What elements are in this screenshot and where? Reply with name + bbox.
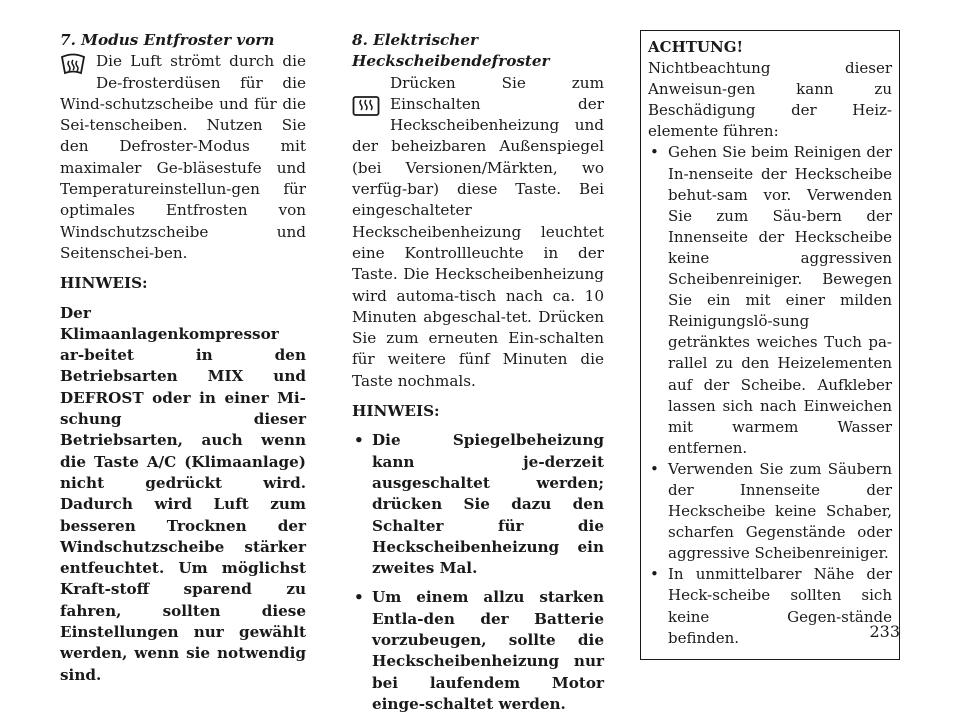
rear-defrost-icon bbox=[352, 95, 380, 117]
front-defrost-description bbox=[60, 51, 306, 264]
list-item: • Verwenden Sie zum Säubern der Innenseite der Heckscheibe keine Schaber, scharfen Gegenstände oder aggressive Scheibenreiniger. bbox=[648, 459, 892, 564]
column-defrost-front bbox=[60, 30, 306, 686]
list-item: • Gehen Sie beim Reinigen der In-nenseite der Heckscheibe behut-sam vor. Verwenden Sie zum Säu-bern der Innenseite der Heckscheibe keine aggressiven Scheibenreiniger. Bewegen Sie ein mit einer milden Reinigungslö-sung getränktes weiches Tuch pa-rallel zu den Heizelementen auf der Scheibe. Aufkleber lassen sich nach Einweichen mit warmem Wasser entfernen. bbox=[648, 142, 892, 458]
list-item: • Um einem allzu starken Entla-den der Batterie vorzubeugen, sollte die Heckscheibenheizung nur bei laufendem Motor einge-schaltet werden. bbox=[352, 587, 604, 715]
warning-box bbox=[640, 30, 900, 660]
warning-intro: Nichtbeachtung dieser Anweisun-gen kann zu Beschädigung der Heiz-elemente führen: bbox=[648, 59, 892, 141]
warning-list bbox=[648, 142, 892, 648]
note-text: Der Klimaanlagenkompressor ar-beitet in den Betriebsarten MIX und DEFROST oder in einer Mi-schung dieser Betriebsarten, auch wenn die Taste A/C (Klimaanlage) nicht gedrückt wird. Dadurch wird Luft zum besseren Trocknen der Windschutzscheibe stärker entfeuchtet. Um möglichst Kraft-stoff sparend zu fahren, sollten diese Einstellungen nur gewählt werden, wenn sie notwendig sind. bbox=[60, 303, 306, 684]
rear-defrost-text: Drücken Sie zum Einschalten der Heckscheibenheizung und der beheizbaren Außenspiegel (bei Versionen/Märkten, wo verfüg-bar) diese Taste. Bei eingeschalteter Heckscheibenheizung leuchtet eine Kontrollleuchte in der Taste. Die Heckscheibenheizung wird automa-tisch nach ca. 10 Minuten abgeschal-tet. Drücken Sie zum erneuten Ein-schalten für weitere fünf Minuten die Taste nochmals. bbox=[352, 73, 604, 390]
note-label: HINWEIS: bbox=[352, 402, 440, 421]
note-list bbox=[352, 430, 604, 715]
warning-title: ACHTUNG! bbox=[648, 38, 744, 56]
front-defrost-text: Die Luft strömt durch die De-frosterdüsen für die Wind-schutzscheibe und für die Sei-tenscheiben. Nutzen Sie den Defroster-Modus mit maximaler Ge-bläsestufe und Temperatureinstellun-gen für optimales Entfrosten von Windschutzscheibe und Seitenschei-ben. bbox=[60, 52, 306, 262]
windshield-defrost-icon bbox=[60, 53, 86, 75]
section-heading-rear-defrost-line1: 8. Elektrischer bbox=[352, 31, 478, 49]
list-item: • Die Spiegelbeheizung kann je-derzeit ausgeschaltet werden; drücken Sie dazu den Schalter für die Heckscheibenheizung ein zweites Mal. bbox=[352, 430, 604, 579]
page-number: 233 bbox=[869, 622, 900, 641]
rear-defrost-description bbox=[352, 73, 604, 392]
note-label: HINWEIS: bbox=[60, 274, 148, 293]
list-item: • In unmittelbarer Nähe der Heck-scheibe sollten sich keine Gegen-stände befinden. bbox=[648, 564, 892, 648]
column-defrost-rear bbox=[352, 30, 604, 723]
section-heading-front-defrost: 7. Modus Entfroster vorn bbox=[60, 31, 275, 49]
column-warning bbox=[640, 30, 900, 660]
section-heading-rear-defrost-line2: Heckscheibendefroster bbox=[352, 52, 550, 71]
